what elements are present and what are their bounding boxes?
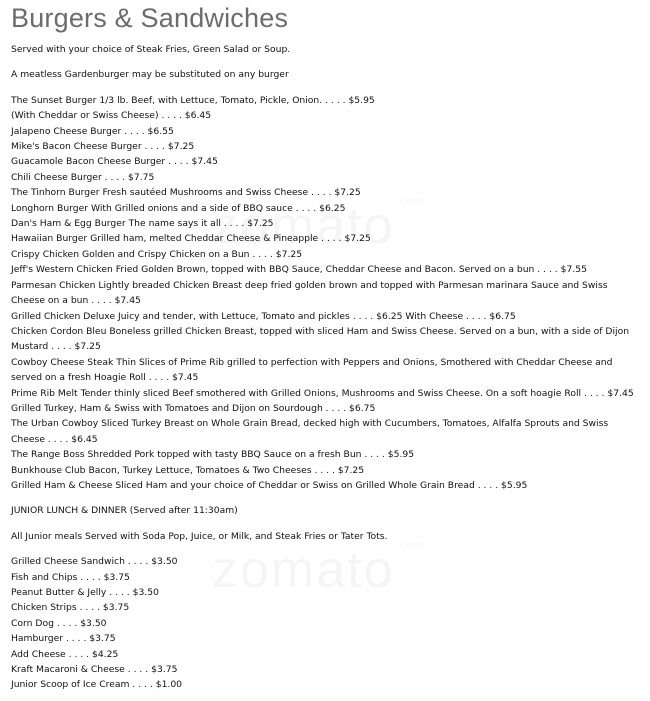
list-item: Grilled Turkey, Ham & Swiss with Tomatoes and Dijon on Sourdough . . . . $6.75 — [11, 402, 376, 414]
list-item: Jeff's Western Chicken Fried Golden Brown, topped with BBQ Sauce, Cheddar Cheese and Bacon. Served on a bun . . . . $7.55 — [11, 264, 587, 276]
junior-intro: All Junior meals Served with Soda Pop, Juice, or Milk, and Steak Fries or Tater Tots. — [11, 530, 388, 542]
list-item: The Tinhorn Burger Fresh sautéed Mushrooms and Swiss Cheese . . . . $7.25 — [11, 187, 361, 199]
list-item: Fish and Chips . . . . $3.75 — [11, 571, 130, 583]
list-item: Dan's Ham & Egg Burger The name says it all . . . . $7.25 — [11, 218, 274, 230]
list-item: Hawaiian Burger Grilled ham, melted Cheddar Cheese & Pineapple . . . . $7.25 — [11, 233, 371, 245]
list-item: The Range Boss Shredded Pork topped with tasty BBQ Sauce on a fresh Bun . . . . $5.95 — [11, 449, 415, 461]
list-item: Grilled Ham & Cheese Sliced Ham and your choice of Cheddar or Swiss on Grilled Whole Grain Bread . . . . $5.95 — [11, 479, 528, 491]
list-item: Crispy Chicken Golden and Crispy Chicken on a Bun . . . . $7.25 — [11, 248, 303, 260]
list-item: Add Cheese . . . . $4.25 — [11, 648, 119, 660]
list-item: Guacamole Bacon Cheese Burger . . . . $7.45 — [11, 156, 218, 168]
burger-list — [11, 93, 641, 494]
list-item: Hamburger . . . . $3.75 — [11, 633, 116, 645]
list-item: Bunkhouse Club Bacon, Turkey Lettuce, Tomatoes & Two Cheeses . . . . $7.25 — [11, 464, 365, 476]
intro-text: A meatless Gardenburger may be substituted on any burger — [11, 69, 289, 81]
list-item: Grilled Cheese Sandwich . . . . $3.50 — [11, 556, 178, 568]
list-item: Grilled Chicken Deluxe Juicy and tender, with Lettuce, Tomato and pickles . . . . $6.25 With Cheese . . . . $6.75 — [11, 310, 516, 322]
page-title: Burgers & Sandwiches — [11, 3, 289, 33]
list-item: Chicken Cordon Bleu Boneless grilled Chicken Breast, topped with sliced Ham and Swiss Cheese. Served on a bun, with a side of Dijon Mustard . . . . $7.25 — [11, 325, 630, 353]
list-item: The Sunset Burger 1/3 lb. Beef, with Lettuce, Tomato, Pickle, Onion. . . . . $5.95 — [11, 94, 375, 106]
menu-page — [11, 0, 641, 693]
junior-list — [11, 554, 641, 693]
list-item: Mike's Bacon Cheese Burger . . . . $7.25 — [11, 141, 195, 153]
junior-heading: JUNIOR LUNCH & DINNER (Served after 11:30am) — [11, 505, 238, 517]
list-item: Kraft Macaroni & Cheese . . . . $3.75 — [11, 664, 178, 676]
list-item: Chili Cheese Burger . . . . $7.75 — [11, 171, 155, 183]
intro-text: Served with your choice of Steak Fries, Green Salad or Soup. — [11, 44, 291, 55]
list-item: Parmesan Chicken Lightly breaded Chicken Breast deep fried golden brown and topped with Parmesan marinara Sauce and Swiss Cheese on a bun . . . . $7.45 — [11, 279, 608, 307]
list-item: Jalapeno Cheese Burger . . . . $6.55 — [11, 125, 174, 137]
list-item: (With Cheddar or Swiss Cheese) . . . . $6.45 — [11, 110, 212, 122]
list-item: The Urban Cowboy Sliced Turkey Breast on Whole Grain Bread, decked high with Cucumbers, Tomatoes, Alfalfa Sprouts and Swiss Cheese . . . . $6.45 — [11, 418, 609, 445]
list-item: Prime Rib Melt Tender thinly sliced Beef smothered with Grilled Onions, Mushrooms and Swiss Cheese. On a soft hoagie Roll . . . . $7.45 — [11, 387, 634, 399]
list-item: Longhorn Burger With Grilled onions and a side of BBQ sauce . . . . $6.25 — [11, 202, 346, 214]
list-item: Peanut Butter & Jelly . . . . $3.50 — [11, 587, 159, 598]
list-item: Junior Scoop of Ice Cream . . . . $1.00 — [11, 679, 183, 691]
list-item: Corn Dog . . . . $3.50 — [11, 617, 107, 629]
list-item: Chicken Strips . . . . $3.75 — [11, 602, 130, 614]
list-item: Cowboy Cheese Steak Thin Slices of Prime Rib grilled to perfection with Peppers and Onions, Smothered with Cheddar Cheese and served on a fresh Hoagie Roll . . . . $7.45 — [11, 356, 613, 384]
